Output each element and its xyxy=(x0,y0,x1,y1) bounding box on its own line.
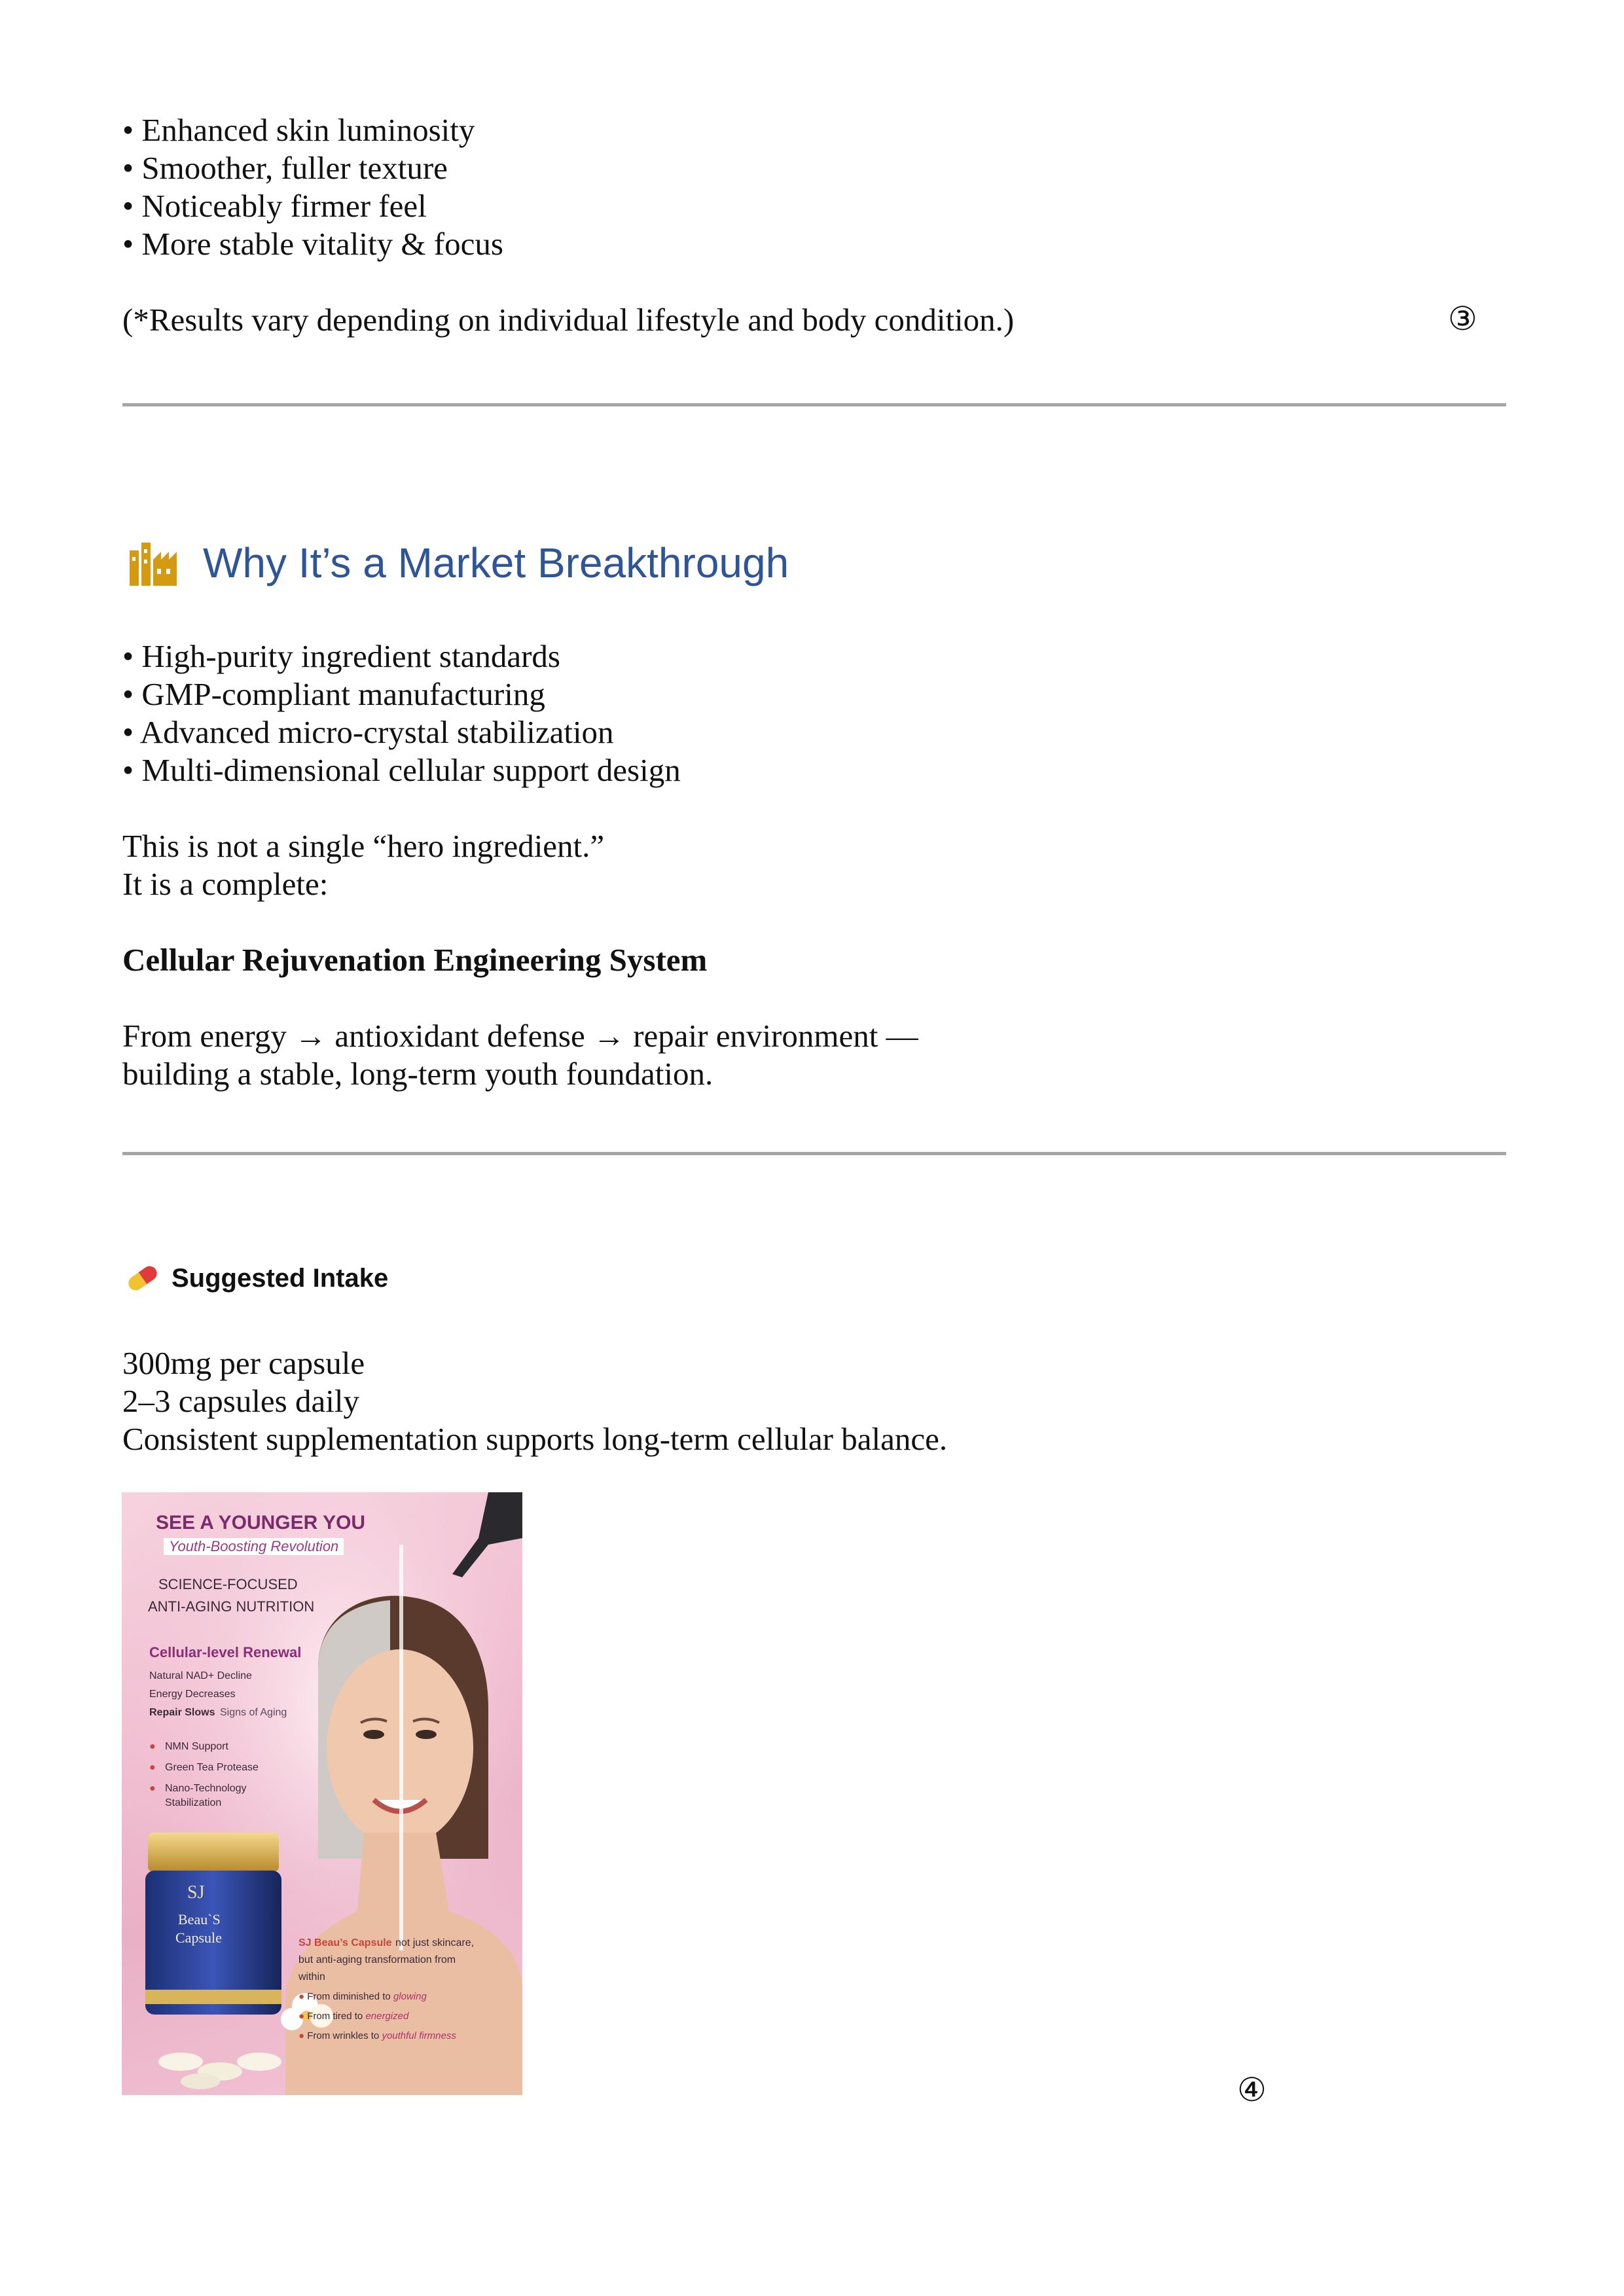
bottle-name: Beau`S xyxy=(178,1911,221,1928)
poster-focus: SCIENCE-FOCUSED xyxy=(158,1576,298,1592)
intake-line: 2–3 capsules daily xyxy=(122,1383,359,1419)
page-marker: ④ xyxy=(1237,2072,1267,2108)
page-marker: ③ xyxy=(1448,300,1477,337)
body-text: It is a complete: xyxy=(122,866,329,902)
poster-decline: Signs of Aging xyxy=(220,1707,287,1718)
poster-feature-bullet: ● xyxy=(149,1741,156,1752)
poster-transform: ● From wrinkles to youthful firmness xyxy=(298,2030,456,2041)
poster-feature-bullet: ● xyxy=(149,1762,156,1773)
poster-tagline: Youth-Boosting Revolution xyxy=(164,1538,344,1555)
benefit-item: • Noticeably firmer feel xyxy=(122,188,427,224)
divider xyxy=(122,1152,1506,1155)
benefit-item: • Enhanced skin luminosity xyxy=(122,112,475,148)
feature-item: • High-purity ingredient standards xyxy=(122,638,560,674)
poster-decline: Energy Decreases xyxy=(149,1689,236,1700)
poster-feature: NMN Support xyxy=(165,1741,228,1752)
feature-item: • Multi-dimensional cellular support design xyxy=(122,752,681,788)
divider xyxy=(122,403,1506,406)
poster-claim: within xyxy=(298,1971,325,1982)
body-text: This is not a single “hero ingredient.” xyxy=(122,828,605,864)
system-name: Cellular Rejuvenation Engineering System xyxy=(122,942,708,978)
poster-claim: but anti-aging transformation from xyxy=(298,1954,456,1965)
poster-feature: Green Tea Protease xyxy=(165,1762,259,1773)
factory-icon xyxy=(128,540,178,586)
body-text: From energy → antioxidant defense → repair environment — xyxy=(122,1018,918,1054)
pill-icon xyxy=(124,1262,161,1295)
benefit-item: • Smoother, fuller texture xyxy=(122,150,448,186)
poster-renewal: Cellular-level Renewal xyxy=(149,1644,302,1660)
feature-item: • Advanced micro-crystal stabilization xyxy=(122,714,614,750)
poster-claim: not just skincare, xyxy=(395,1937,475,1948)
poster-claim-brand: SJ Beau’s Capsule xyxy=(298,1937,392,1948)
poster-decline: Repair Slows xyxy=(149,1707,215,1718)
poster-transform: ● From diminished to glowing xyxy=(298,1991,427,2002)
bottle-brand: SJ xyxy=(187,1882,205,1903)
poster-headline: SEE A YOUNGER YOU xyxy=(156,1512,366,1534)
body-text: building a stable, long-term youth foundation. xyxy=(122,1056,713,1092)
disclaimer: (*Results vary depending on individual lifestyle and body condition.) xyxy=(122,302,1015,338)
poster-feature-bullet: ● xyxy=(149,1783,156,1794)
poster-decline: Natural NAD+ Decline xyxy=(149,1670,252,1681)
bottle-name: Capsule xyxy=(175,1929,222,1946)
benefit-item: • More stable vitality & focus xyxy=(122,226,503,262)
section-title: Why It’s a Market Breakthrough xyxy=(203,539,789,586)
intake-title: Suggested Intake xyxy=(171,1264,389,1293)
feature-item: • GMP-compliant manufacturing xyxy=(122,676,545,712)
poster-feature: Stabilization xyxy=(165,1797,222,1808)
intake-line: Consistent supplementation supports long-term cellular balance. xyxy=(122,1421,948,1457)
poster-focus: ANTI-AGING NUTRITION xyxy=(148,1598,315,1615)
poster-feature: Nano-Technology xyxy=(165,1783,247,1794)
poster-transform: ● From tired to energized xyxy=(298,2011,409,2022)
intake-line: 300mg per capsule xyxy=(122,1345,365,1381)
product-poster xyxy=(122,1492,522,2095)
